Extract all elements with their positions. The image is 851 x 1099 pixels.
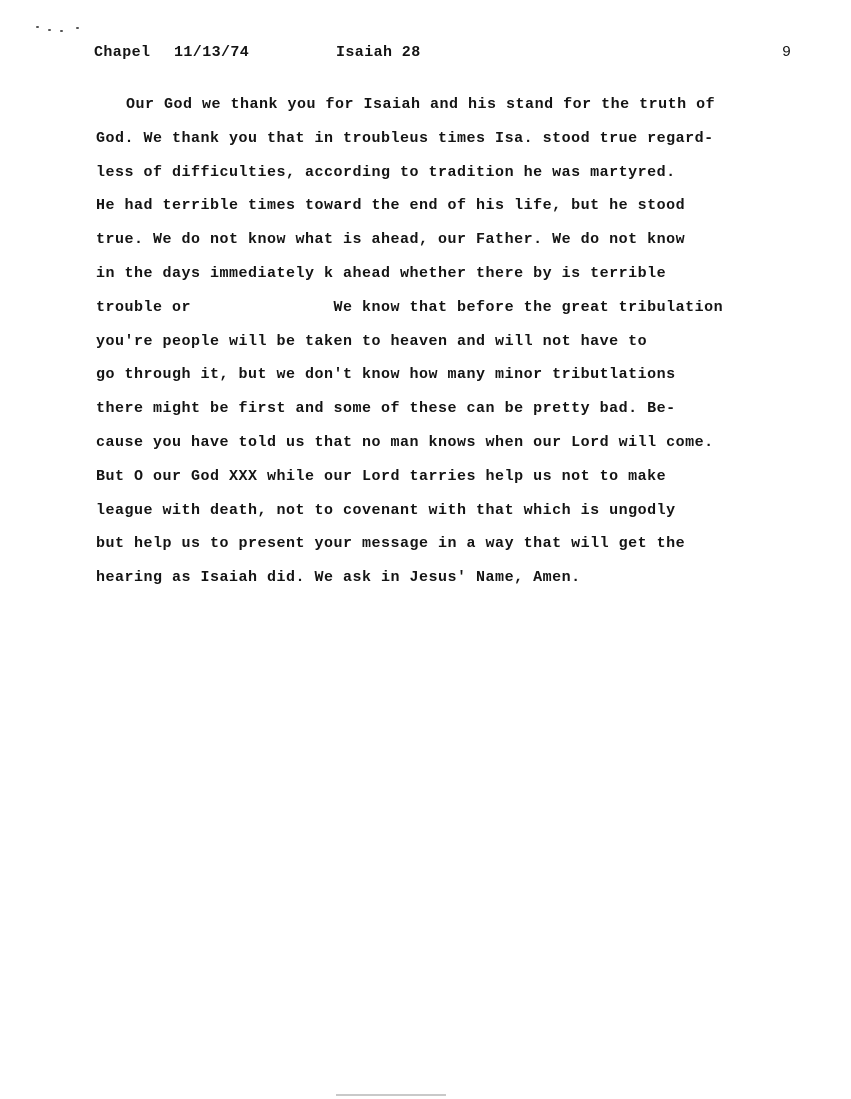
- header-passage: Isaiah 28: [336, 44, 421, 61]
- speck: [76, 27, 79, 29]
- text-line: But O our God XXX while our Lord tarries help us not to make: [96, 467, 667, 485]
- text-line: God. We thank you that in troubleus times Isa. stood true regard-: [96, 129, 714, 147]
- header-occasion: Chapel: [94, 44, 151, 61]
- text-line: cause you have told us that no man knows when our Lord will come.: [96, 433, 714, 451]
- header-date: 11/13/74: [174, 44, 250, 61]
- paper-specks: [36, 26, 96, 34]
- text-line: hearing as Isaiah did. We ask in Jesus' Name, Amen.: [96, 569, 581, 587]
- speck: [36, 26, 39, 28]
- page-header: [0, 44, 851, 66]
- text-line: go through it, but we don't know how many minor tributlations: [96, 366, 676, 384]
- page-number: 9: [782, 44, 792, 61]
- text-line: in the days immediately k ahead whether there by is terrible: [96, 264, 667, 282]
- prayer-text: [96, 93, 796, 600]
- text-line: true. We do not know what is ahead, our Father. We do not know: [96, 231, 686, 249]
- text-line: less of difficulties, according to tradition he was martyred.: [96, 163, 676, 181]
- speck: [48, 29, 51, 31]
- text-line: you're people will be taken to heaven and will not have to: [96, 332, 648, 350]
- text-line: but help us to present your message in a way that will get the: [96, 535, 686, 553]
- text-line: trouble or We know that before the great tribulation: [96, 298, 724, 316]
- speck: [60, 30, 63, 32]
- text-line: there might be first and some of these can be pretty bad. Be-: [96, 400, 676, 418]
- text-line: Our God we thank you for Isaiah and his stand for the truth of: [126, 96, 716, 113]
- text-line: league with death, not to covenant with that which is ungodly: [96, 501, 676, 519]
- text-line: He had terrible times toward the end of his life, but he stood: [96, 197, 686, 215]
- scan-edge-mark: [336, 1094, 446, 1096]
